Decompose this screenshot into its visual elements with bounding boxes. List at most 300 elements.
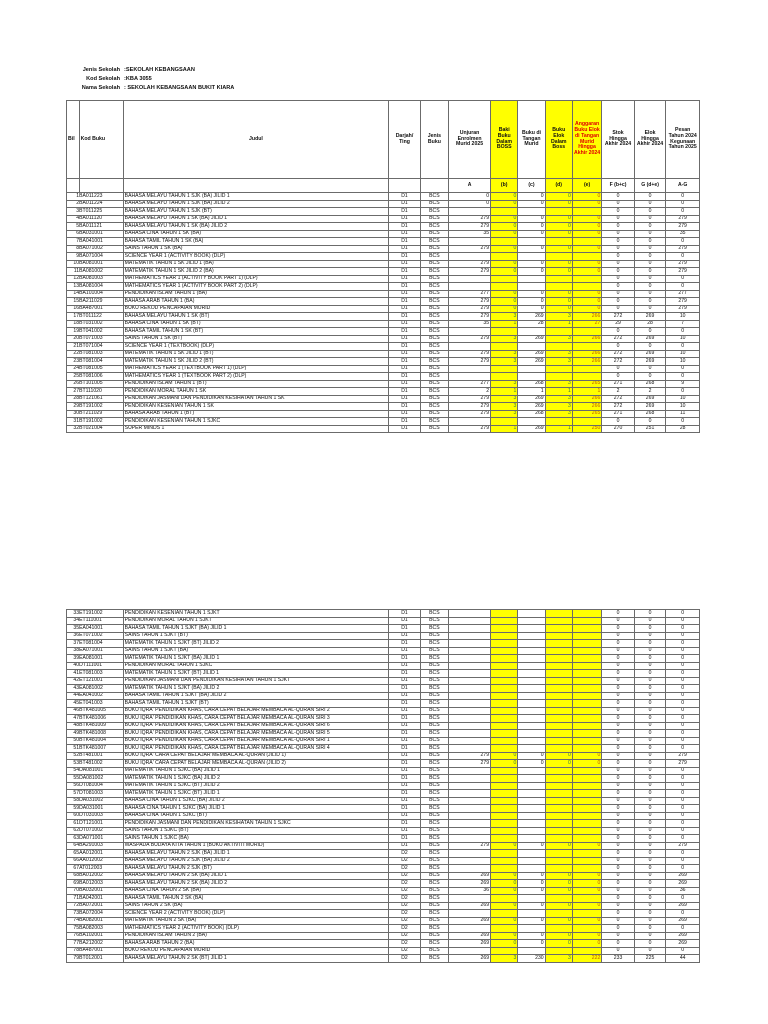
cell-bil: 8 — [67, 245, 80, 253]
cell-judul: BAHASA CINA TAHUN 1 SJKC (BA) JILID 2 — [123, 797, 389, 805]
cell-stok: 233 — [602, 955, 635, 963]
cell-darjah: D2 — [389, 880, 420, 888]
cell-bil: 13 — [67, 283, 80, 291]
cell-darjah: D1 — [389, 193, 420, 201]
cell-bil: 50 — [67, 737, 80, 745]
cell-anggaran: 0 — [572, 887, 601, 895]
cell-tangan-murid — [518, 827, 545, 835]
cell-elok: 0 — [634, 805, 665, 813]
cell-tangan-murid — [518, 797, 545, 805]
cell-unjuran: 279 — [449, 245, 491, 253]
cell-darjah: D1 — [389, 313, 420, 321]
cell-jenis-buku: BCS — [420, 313, 448, 321]
cell-baki-boss: 0 — [491, 230, 518, 238]
cell-anggaran: 0 — [572, 752, 601, 760]
cell-elok-boss: 0 — [545, 752, 572, 760]
cell-bil: 54 — [67, 767, 80, 775]
cell-kod-buku: EA081001 — [79, 655, 123, 663]
cell-unjuran — [449, 895, 491, 903]
cell-darjah: D1 — [389, 745, 420, 753]
cell-elok: 0 — [634, 730, 665, 738]
cell-baki-boss: 1 — [491, 320, 518, 328]
cell-elok-boss — [545, 208, 572, 216]
cell-darjah: D1 — [389, 790, 420, 798]
cell-tangan-murid — [518, 677, 545, 685]
cell-jenis-buku: BCS — [420, 215, 448, 223]
cell-unjuran — [449, 655, 491, 663]
cell-judul: PENDIDIKAN ISLAM TAHUN 1 (BT) — [123, 380, 389, 388]
cell-anggaran — [572, 812, 601, 820]
cell-anggaran: 266 — [572, 313, 601, 321]
cell-elok-boss: 0 — [545, 872, 572, 880]
header-baki-boss: Baki Buku Dalam BOSS — [491, 101, 518, 179]
cell-unjuran: 279 — [449, 298, 491, 306]
cell-unjuran — [449, 865, 491, 873]
cell-bil: 51 — [67, 745, 80, 753]
cell-darjah: D1 — [389, 617, 420, 625]
cell-judul: PENDIDIKAN JASMANI DAN PENDIDIKAN KESIHATAN TAHUN 1 SJKT — [123, 677, 389, 685]
cell-anggaran — [572, 805, 601, 813]
cell-baki-boss — [491, 790, 518, 798]
cell-elok-boss: 3 — [545, 955, 572, 963]
cell-kod-buku: BT081003 — [79, 350, 123, 358]
cell-stok: 0 — [602, 625, 635, 633]
cell-bil: 23 — [67, 358, 80, 366]
cell-kod-buku: BT481001 — [79, 752, 123, 760]
cell-pesan: 0 — [666, 797, 700, 805]
cell-unjuran — [449, 670, 491, 678]
table-row — [67, 902, 700, 910]
cell-bil: 3 — [67, 208, 80, 216]
cell-baki-boss — [491, 692, 518, 700]
cell-jenis-buku: BCS — [420, 238, 448, 246]
cell-tangan-murid — [518, 365, 545, 373]
cell-stok: 0 — [602, 685, 635, 693]
cell-judul: MATEMATIK TAHUN 1 SK JILID 1 (BA) — [123, 260, 389, 268]
cell-pesan: 0 — [666, 820, 700, 828]
header-judul: Judul — [123, 101, 389, 179]
cell-elok: 0 — [634, 707, 665, 715]
table-row — [67, 403, 700, 411]
cell-bil: 14 — [67, 290, 80, 298]
cell-elok-boss — [545, 775, 572, 783]
header-elok: Elok Hingga Akhir 2024 — [634, 101, 665, 179]
cell-baki-boss: 0 — [491, 223, 518, 231]
cell-kod-buku: DT071002 — [79, 827, 123, 835]
cell-baki-boss: 3 — [491, 955, 518, 963]
cell-stok: 0 — [602, 932, 635, 940]
cell-darjah: D2 — [389, 947, 420, 955]
cell-unjuran: 279 — [449, 305, 491, 313]
cell-tangan-murid — [518, 238, 545, 246]
cell-tangan-murid — [518, 685, 545, 693]
cell-tangan-murid — [518, 707, 545, 715]
cell-unjuran — [449, 910, 491, 918]
cell-baki-boss: 0 — [491, 940, 518, 948]
cell-unjuran — [449, 617, 491, 625]
cell-baki-boss: 0 — [491, 245, 518, 253]
cell-stok: 0 — [602, 887, 635, 895]
cell-elok-boss — [545, 827, 572, 835]
cell-kod-buku: AA012002 — [79, 857, 123, 865]
cell-judul: BAHASA TAMIL TAHUN 1 SJKT (BA) JILID 1 — [123, 625, 389, 633]
cell-anggaran — [572, 373, 601, 381]
cell-baki-boss — [491, 632, 518, 640]
cell-stok: 0 — [602, 268, 635, 276]
cell-pesan: 0 — [666, 857, 700, 865]
cell-tangan-murid — [518, 343, 545, 351]
cell-elok-boss — [545, 730, 572, 738]
cell-darjah: D1 — [389, 767, 420, 775]
table-row — [67, 617, 700, 625]
cell-elok-boss: 0 — [545, 260, 572, 268]
cell-pesan: 0 — [666, 677, 700, 685]
cell-pesan: 269 — [666, 932, 700, 940]
cell-judul: BAHASA MELAYU TAHUN 1 SJK (BA) JILID 2 — [123, 200, 389, 208]
cell-judul: MATHEMATICS YEAR 2 (ACTIVITY BOOK) (DLP) — [123, 925, 389, 933]
cell-bil: 4 — [67, 215, 80, 223]
table-row — [67, 260, 700, 268]
cell-judul: MATEMATIK TAHUN 1 SJKC (BT) JILID 1 — [123, 790, 389, 798]
cell-unjuran — [449, 775, 491, 783]
cell-jenis-buku: BCS — [420, 610, 448, 618]
cell-stok: 272 — [602, 358, 635, 366]
cell-elok: 269 — [634, 395, 665, 403]
cell-tangan-murid: 269 — [518, 350, 545, 358]
cell-kod-buku: BA012003 — [79, 880, 123, 888]
cell-unjuran — [449, 373, 491, 381]
cell-pesan: 279 — [666, 842, 700, 850]
cell-elok-boss: 3 — [545, 350, 572, 358]
cell-elok-boss: 3 — [545, 403, 572, 411]
cell-pesan: 279 — [666, 305, 700, 313]
cell-judul: MATEMATIK TAHUN 1 SJKT (BT) JILID 2 — [123, 640, 389, 648]
cell-pesan: 0 — [666, 910, 700, 918]
cell-baki-boss — [491, 670, 518, 678]
cell-anggaran — [572, 283, 601, 291]
cell-tangan-murid: 269 — [518, 425, 545, 433]
cell-jenis-buku: BCS — [420, 880, 448, 888]
cell-anggaran: 27 — [572, 320, 601, 328]
cell-tangan-murid — [518, 805, 545, 813]
cell-tangan-murid: 0 — [518, 215, 545, 223]
cell-jenis-buku: BCS — [420, 677, 448, 685]
cell-stok: 0 — [602, 722, 635, 730]
cell-jenis-buku: BCS — [420, 790, 448, 798]
cell-kod-buku: EA041002 — [79, 692, 123, 700]
cell-judul: BAHASA TAMIL TAHUN 1 SJKT (BA) JILID 2 — [123, 692, 389, 700]
book-table-page-1 — [66, 100, 700, 433]
cell-kod-buku: BA081003 — [79, 275, 123, 283]
cell-bil: 38 — [67, 647, 80, 655]
cell-pesan: 0 — [666, 388, 700, 396]
cell-elok-boss: 0 — [545, 760, 572, 768]
cell-baki-boss: 3 — [491, 395, 518, 403]
cell-darjah: D1 — [389, 230, 420, 238]
subheader-c: (c) — [518, 179, 545, 193]
cell-unjuran: 269 — [449, 880, 491, 888]
cell-unjuran — [449, 685, 491, 693]
cell-kod-buku: BT021004 — [79, 425, 123, 433]
cell-darjah: D1 — [389, 365, 420, 373]
table-row — [67, 910, 700, 918]
cell-kod-buku: BT041002 — [79, 328, 123, 336]
cell-judul: BUKU IQRA' CARA CEPAT BELAJAR MEMBACA AL-QURAN (JILID 1) — [123, 752, 389, 760]
cell-unjuran — [449, 820, 491, 828]
book-table-page-2 — [66, 609, 700, 963]
cell-anggaran — [572, 328, 601, 336]
cell-tangan-murid: 0 — [518, 917, 545, 925]
cell-elok: 28 — [634, 320, 665, 328]
table-row — [67, 775, 700, 783]
cell-jenis-buku: BCS — [420, 715, 448, 723]
cell-pesan: 0 — [666, 737, 700, 745]
cell-kod-buku: BA081001 — [79, 260, 123, 268]
cell-pesan: 0 — [666, 692, 700, 700]
cell-stok: 29 — [602, 320, 635, 328]
cell-jenis-buku: BCS — [420, 910, 448, 918]
cell-pesan: 0 — [666, 200, 700, 208]
cell-elok: 0 — [634, 767, 665, 775]
cell-baki-boss — [491, 775, 518, 783]
cell-kod-buku: EA081002 — [79, 685, 123, 693]
cell-pesan: 0 — [666, 617, 700, 625]
cell-stok: 0 — [602, 775, 635, 783]
cell-tangan-murid: 269 — [518, 403, 545, 411]
cell-bil: 40 — [67, 662, 80, 670]
cell-bil: 55 — [67, 775, 80, 783]
cell-jenis-buku: BCS — [420, 647, 448, 655]
cell-pesan: 28 — [666, 425, 700, 433]
cell-unjuran: 279 — [449, 403, 491, 411]
cell-unjuran — [449, 737, 491, 745]
cell-kod-buku: BA031001 — [79, 230, 123, 238]
school-info-value: : SEKOLAH KEBANGSAAN BUKIT KIARA — [124, 85, 235, 91]
cell-darjah: D1 — [389, 350, 420, 358]
cell-anggaran — [572, 677, 601, 685]
cell-tangan-murid — [518, 850, 545, 858]
table-row — [67, 835, 700, 843]
cell-bil: 20 — [67, 335, 80, 343]
cell-unjuran: 279 — [449, 260, 491, 268]
cell-darjah: D1 — [389, 260, 420, 268]
cell-unjuran — [449, 827, 491, 835]
cell-anggaran: 0 — [572, 290, 601, 298]
cell-elok: 0 — [634, 343, 665, 351]
cell-kod-buku: BA487001 — [79, 947, 123, 955]
cell-darjah: D1 — [389, 283, 420, 291]
table-row — [67, 640, 700, 648]
cell-stok: 0 — [602, 767, 635, 775]
cell-judul: BAHASA MELAYU TAHUN 1 SK (BT) — [123, 313, 389, 321]
cell-elok-boss — [545, 820, 572, 828]
cell-elok-boss — [545, 343, 572, 351]
cell-darjah: D1 — [389, 715, 420, 723]
cell-unjuran — [449, 275, 491, 283]
cell-jenis-buku: BCS — [420, 208, 448, 216]
cell-anggaran — [572, 692, 601, 700]
cell-kod-buku: BA011120 — [79, 215, 123, 223]
cell-pesan: 0 — [666, 685, 700, 693]
cell-anggaran: 265 — [572, 380, 601, 388]
cell-elok-boss: 0 — [545, 917, 572, 925]
cell-tangan-murid: 0 — [518, 230, 545, 238]
cell-baki-boss — [491, 722, 518, 730]
cell-kod-buku: DA031001 — [79, 805, 123, 813]
cell-elok-boss: 1 — [545, 388, 572, 396]
cell-judul: SAINS TAHUN 1 SK (BT) — [123, 335, 389, 343]
cell-judul: PENDIDIKAN KESENIAN TAHUN 1 SJKT — [123, 610, 389, 618]
cell-judul: BAHASA TAMIL TAHUN 1 SJKT (BT) — [123, 700, 389, 708]
cell-elok: 0 — [634, 200, 665, 208]
cell-pesan: 0 — [666, 655, 700, 663]
cell-tangan-murid — [518, 782, 545, 790]
cell-bil: 68 — [67, 872, 80, 880]
cell-elok-boss — [545, 685, 572, 693]
cell-elok: 0 — [634, 745, 665, 753]
cell-bil: 10 — [67, 260, 80, 268]
cell-stok: 0 — [602, 230, 635, 238]
cell-judul: PENDIDIKAN MORAL TAHUN 1 SJKC — [123, 662, 389, 670]
cell-jenis-buku: BCS — [420, 917, 448, 925]
cell-unjuran — [449, 365, 491, 373]
school-info-row — [73, 84, 234, 93]
cell-elok: 269 — [634, 350, 665, 358]
cell-bil: 30 — [67, 410, 80, 418]
cell-unjuran: 269 — [449, 955, 491, 963]
header-jenis-buku: Jenis Buku — [420, 101, 448, 179]
cell-elok: 0 — [634, 842, 665, 850]
cell-tangan-murid: 0 — [518, 305, 545, 313]
cell-tangan-murid: 269 — [518, 395, 545, 403]
cell-unjuran — [449, 805, 491, 813]
cell-tangan-murid: 0 — [518, 268, 545, 276]
cell-baki-boss: 0 — [491, 932, 518, 940]
cell-elok-boss: 0 — [545, 268, 572, 276]
cell-elok-boss: 1 — [545, 320, 572, 328]
cell-pesan: 0 — [666, 827, 700, 835]
cell-elok-boss — [545, 850, 572, 858]
table-row — [67, 887, 700, 895]
cell-judul: BAHASA TAMIL TAHUN 1 SK (BA) — [123, 238, 389, 246]
table-row — [67, 380, 700, 388]
cell-bil: 47 — [67, 715, 80, 723]
cell-tangan-murid: 269 — [518, 358, 545, 366]
cell-tangan-murid — [518, 625, 545, 633]
cell-stok: 0 — [602, 275, 635, 283]
cell-jenis-buku: BCS — [420, 358, 448, 366]
cell-kod-buku: BA081002 — [79, 268, 123, 276]
cell-kod-buku: BT081006 — [79, 373, 123, 381]
cell-darjah: D1 — [389, 275, 420, 283]
cell-tangan-murid — [518, 373, 545, 381]
table-row — [67, 343, 700, 351]
header-tangan-murid: Buku di Tangan Murid — [518, 101, 545, 179]
cell-judul: BUKU IQRA' PENDIDIKAN KHAS, CARA CEPAT BELAJAR MEMBACA AL-QURAN SIRI 4 — [123, 745, 389, 753]
cell-elok: 0 — [634, 737, 665, 745]
cell-bil: 48 — [67, 722, 80, 730]
cell-anggaran — [572, 685, 601, 693]
cell-elok: 251 — [634, 425, 665, 433]
cell-jenis-buku: BCS — [420, 842, 448, 850]
table-row — [67, 632, 700, 640]
cell-tangan-murid — [518, 745, 545, 753]
cell-elok-boss — [545, 662, 572, 670]
cell-elok-boss — [545, 707, 572, 715]
cell-elok: 0 — [634, 418, 665, 426]
cell-elok-boss — [545, 365, 572, 373]
cell-stok: 0 — [602, 827, 635, 835]
cell-stok: 0 — [602, 707, 635, 715]
cell-jenis-buku: BCS — [420, 403, 448, 411]
cell-tangan-murid — [518, 895, 545, 903]
cell-elok-boss — [545, 790, 572, 798]
cell-jenis-buku: BCS — [420, 268, 448, 276]
table-row — [67, 760, 700, 768]
cell-stok: 0 — [602, 752, 635, 760]
cell-pesan: 279 — [666, 268, 700, 276]
cell-jenis-buku: BCS — [420, 305, 448, 313]
cell-baki-boss — [491, 715, 518, 723]
cell-anggaran — [572, 797, 601, 805]
table-row — [67, 365, 700, 373]
cell-darjah: D2 — [389, 925, 420, 933]
cell-pesan: 0 — [666, 343, 700, 351]
cell-unjuran: 269 — [449, 940, 491, 948]
cell-kod-buku: DA031002 — [79, 797, 123, 805]
table-row — [67, 662, 700, 670]
cell-anggaran — [572, 253, 601, 261]
cell-tangan-murid: 0 — [518, 902, 545, 910]
cell-tangan-murid: 0 — [518, 193, 545, 201]
table-row — [67, 670, 700, 678]
cell-bil: 33 — [67, 610, 80, 618]
cell-anggaran: 0 — [572, 245, 601, 253]
cell-jenis-buku: BCS — [420, 835, 448, 843]
cell-unjuran: 35 — [449, 320, 491, 328]
cell-jenis-buku: BCS — [420, 625, 448, 633]
cell-elok-boss — [545, 632, 572, 640]
cell-unjuran: 35 — [449, 230, 491, 238]
cell-judul: SCIENCE YEAR 2 (ACTIVITY BOOK) (DLP) — [123, 910, 389, 918]
cell-tangan-murid: 269 — [518, 313, 545, 321]
cell-kod-buku: BT481002 — [79, 760, 123, 768]
cell-anggaran: 265 — [572, 410, 601, 418]
cell-bil: 39 — [67, 655, 80, 663]
cell-jenis-buku: BCS — [420, 820, 448, 828]
cell-anggaran — [572, 617, 601, 625]
cell-judul: BAHASA MELAYU TAHUN 2 SK (BT) JILID 1 — [123, 955, 389, 963]
cell-bil: 43 — [67, 685, 80, 693]
cell-pesan: 279 — [666, 245, 700, 253]
cell-anggaran: 0 — [572, 260, 601, 268]
cell-bil: 59 — [67, 805, 80, 813]
cell-baki-boss — [491, 418, 518, 426]
table-row — [67, 313, 700, 321]
cell-unjuran — [449, 715, 491, 723]
cell-anggaran — [572, 700, 601, 708]
cell-bil: 46 — [67, 707, 80, 715]
cell-judul: MATEMATIK TAHUN 1 SJKC (BA) JILID 1 — [123, 767, 389, 775]
cell-elok-boss: 0 — [545, 880, 572, 888]
cell-unjuran — [449, 730, 491, 738]
cell-elok-boss — [545, 767, 572, 775]
cell-anggaran — [572, 715, 601, 723]
cell-jenis-buku: BCS — [420, 707, 448, 715]
cell-elok: 0 — [634, 887, 665, 895]
cell-stok: 0 — [602, 812, 635, 820]
cell-stok: 0 — [602, 782, 635, 790]
